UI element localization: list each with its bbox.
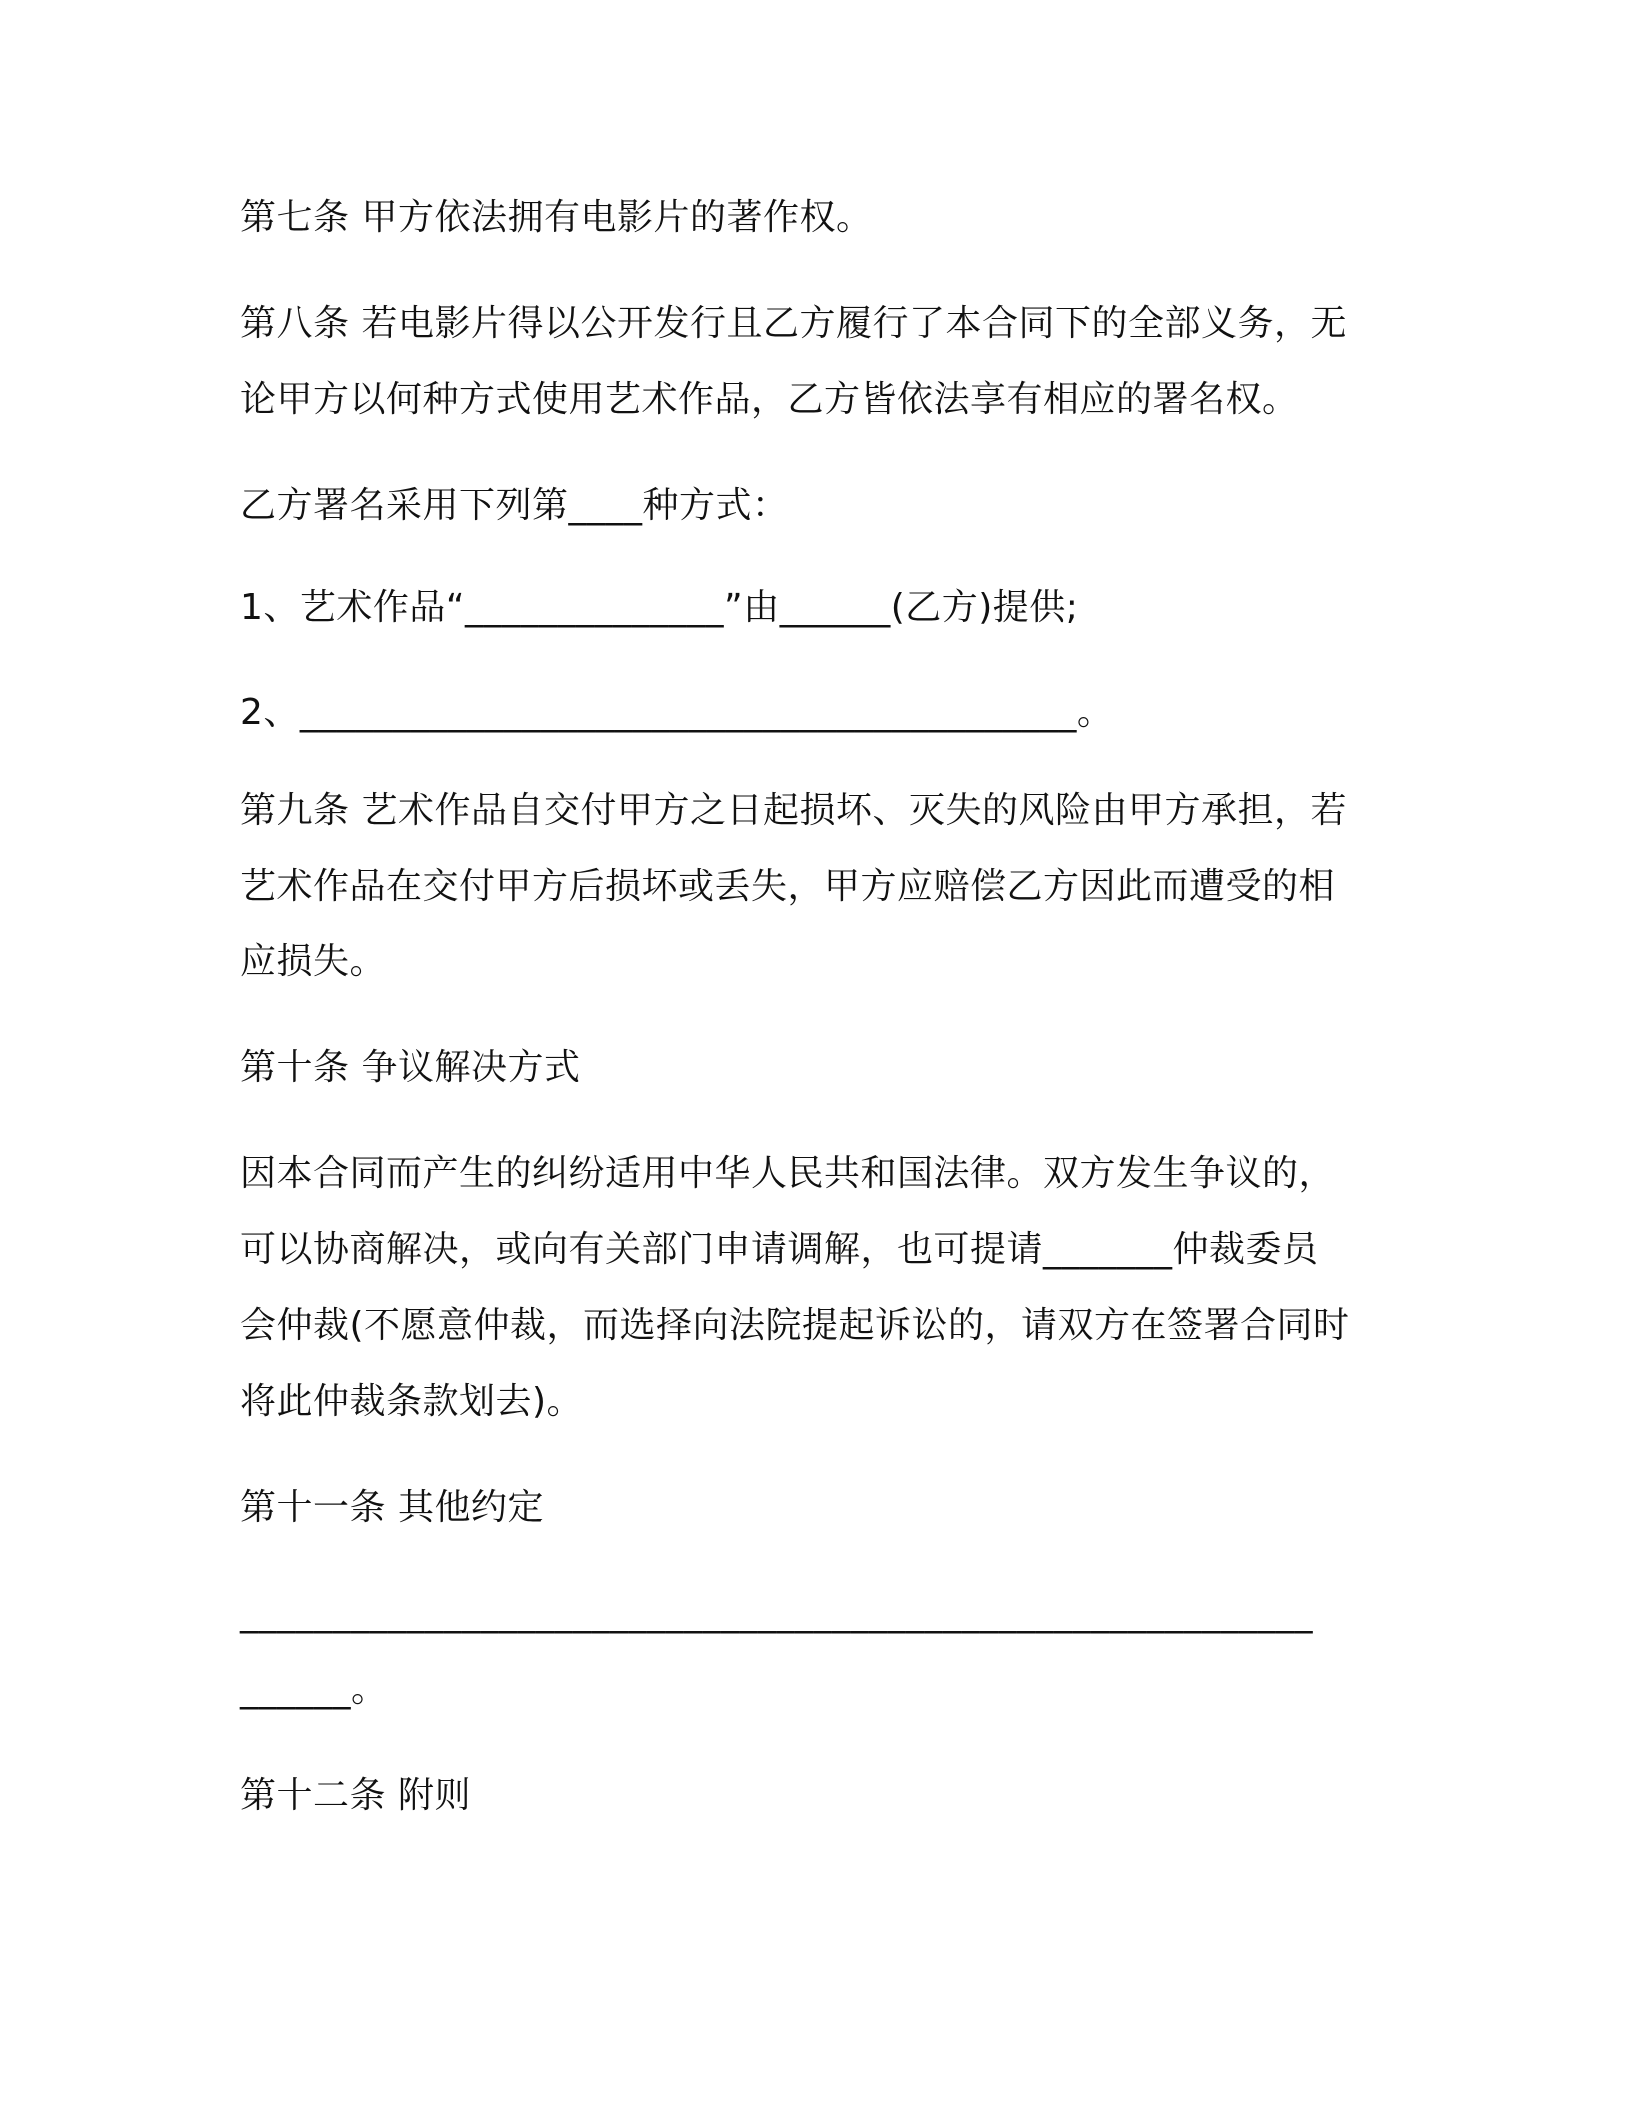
article-10-text-line-4: 将此仲裁条款划去)。 bbox=[240, 1381, 584, 1422]
article-11-heading: 第十一条 其他约定 bbox=[240, 1487, 544, 1528]
signature-option-1: 1、艺术作品“______________”由______(乙方)提供; bbox=[240, 587, 1079, 628]
article-10-heading: 第十条 争议解决方式 bbox=[240, 1047, 581, 1088]
article-9-text-line-2: 艺术作品在交付甲方后损坏或丢失，甲方应赔偿乙方因此而遭受的相 bbox=[240, 866, 1336, 907]
signature-method-prompt: 乙方署名采用下列第____种方式： bbox=[240, 485, 789, 526]
article-10-text-line-2: 可以协商解决，或向有关部门申请调解，也可提请_______仲裁委员 bbox=[240, 1229, 1319, 1270]
article-11-blank-line-2: ______。 bbox=[240, 1669, 388, 1710]
article-9-text-line-3: 应损失。 bbox=[240, 941, 387, 982]
article-9-text-line-1: 第九条 艺术作品自交付甲方之日起损坏、灭失的风险由甲方承担，若 bbox=[240, 790, 1347, 831]
article-12-heading: 第十二条 附则 bbox=[240, 1775, 471, 1816]
article-8-text-line-2: 论甲方以何种方式使用艺术作品，乙方皆依法享有相应的署名权。 bbox=[240, 379, 1299, 420]
article-7-text: 第七条 甲方依法拥有电影片的著作权。 bbox=[240, 197, 873, 238]
article-10-text-line-3: 会仲裁(不愿意仲裁，而选择向法院提起诉讼的，请双方在签署合同时 bbox=[240, 1305, 1350, 1346]
article-11-blank-line-1: __________________________________________________________ bbox=[240, 1593, 1313, 1634]
article-8-text-line-1: 第八条 若电影片得以公开发行且乙方履行了本合同下的全部义务，无 bbox=[240, 303, 1347, 344]
article-10-text-line-1: 因本合同而产生的纠纷适用中华人民共和国法律。双方发生争议的， bbox=[240, 1153, 1336, 1194]
signature-option-2: 2、__________________________________________。 bbox=[240, 692, 1114, 733]
